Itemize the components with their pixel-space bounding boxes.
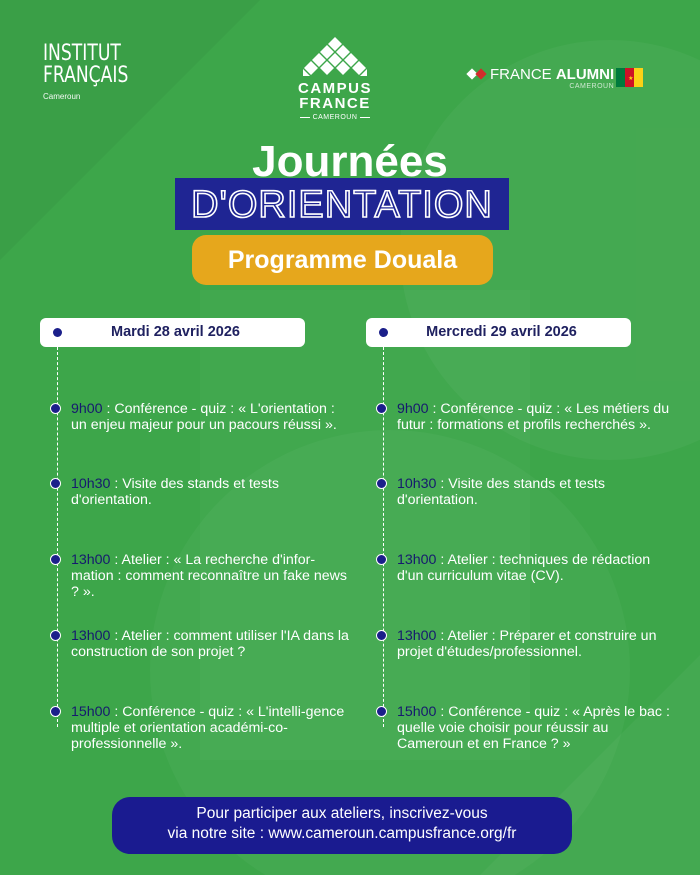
event-time: 10h30 bbox=[71, 476, 111, 492]
event-time: 10h30 bbox=[397, 476, 437, 492]
diamonds-icon bbox=[468, 70, 485, 78]
logo-sub-text: CAMEROUN bbox=[312, 114, 358, 121]
day-column-wednesday bbox=[366, 318, 670, 752]
event-text: : Conférence - quiz : « L'intelli-gence multiple et orientation académi-co-professionnelle ». bbox=[71, 704, 345, 752]
alumni-name bbox=[490, 67, 614, 82]
program-badge: Programme Douala bbox=[192, 235, 493, 285]
event-text: : Visite des stands et tests d'orientation. bbox=[71, 476, 279, 508]
event-text: : Conférence - quiz : « Les métiers du futur : formations et profils recherchés ». bbox=[397, 401, 670, 433]
dot-icon bbox=[53, 328, 62, 337]
event-item bbox=[71, 552, 351, 600]
event-item bbox=[71, 628, 351, 660]
event-time: 13h00 bbox=[71, 552, 111, 568]
logo-sub: Cameroun bbox=[43, 92, 81, 101]
divider bbox=[360, 117, 370, 118]
event-text: : Atelier : techniques de rédaction d'un curriculum vitae (CV). bbox=[397, 552, 651, 584]
alumni-name-bold: ALUMNI bbox=[555, 66, 615, 83]
diamond-pyramid-icon bbox=[300, 37, 370, 81]
event-text: : Atelier : comment utiliser l'IA dans la construction de son projet ? bbox=[71, 628, 349, 660]
event-item bbox=[397, 704, 677, 752]
logo-sub: CAMEROUN bbox=[569, 83, 615, 90]
event-time: 13h00 bbox=[71, 628, 111, 644]
banner-text: D'ORIENTATION bbox=[191, 184, 493, 226]
campus-france-logo bbox=[295, 37, 375, 121]
france-alumni-logo bbox=[468, 67, 643, 90]
event-item bbox=[397, 628, 677, 660]
event-item bbox=[71, 401, 351, 433]
event-text: : Conférence - quiz : « Après le bac : quelle voie choisir pour réussir au Cameroun et en France ? » bbox=[397, 704, 670, 752]
background-shape bbox=[200, 290, 530, 760]
bullet-icon bbox=[50, 478, 61, 489]
bullet-icon bbox=[50, 706, 61, 717]
bullet-icon bbox=[376, 403, 387, 414]
event-text: : Conférence - quiz : « L'orientation : un enjeu majeur pour un pacours réussi ». bbox=[71, 401, 337, 433]
day-column-tuesday bbox=[40, 318, 349, 752]
event-time: 15h00 bbox=[71, 704, 111, 720]
bullet-icon bbox=[376, 478, 387, 489]
event-time: 9h00 bbox=[71, 401, 103, 417]
event-item bbox=[71, 476, 351, 508]
event-time: 15h00 bbox=[397, 704, 437, 720]
bullet-icon bbox=[50, 554, 61, 565]
footer-link[interactable]: via notre site : www.cameroun.campusfrance.org/fr bbox=[167, 825, 517, 842]
footer-line: Pour participer aux ateliers, inscrivez-vous bbox=[196, 805, 488, 822]
event-item bbox=[71, 704, 351, 752]
event-text: : Atelier : « La recherche d'infor-mation : comment reconnaître un fake news ? ». bbox=[71, 552, 348, 600]
day-header bbox=[40, 318, 305, 347]
logo-line: FRANÇAIS bbox=[43, 63, 129, 88]
institut-francais-logo bbox=[43, 43, 152, 101]
cameroon-flag-icon: ★ bbox=[616, 68, 643, 87]
logo-line: INSTITUT bbox=[43, 41, 121, 66]
bullet-icon bbox=[376, 554, 387, 565]
event-time: 13h00 bbox=[397, 552, 437, 568]
divider bbox=[300, 117, 310, 118]
bullet-icon bbox=[376, 706, 387, 717]
dot-icon bbox=[379, 328, 388, 337]
event-item bbox=[397, 552, 677, 584]
day-label: Mardi 28 avril 2026 bbox=[111, 324, 240, 340]
bullet-icon bbox=[50, 630, 61, 641]
event-time: 13h00 bbox=[397, 628, 437, 644]
logo-sub bbox=[295, 114, 375, 121]
bullet-icon bbox=[376, 630, 387, 641]
day-label: Mercredi 29 avril 2026 bbox=[426, 324, 577, 340]
logo-line: CAMPUS bbox=[297, 80, 372, 97]
alumni-name-light: FRANCE bbox=[490, 66, 556, 83]
day-header bbox=[366, 318, 631, 347]
event-item bbox=[397, 476, 677, 508]
event-text: : Visite des stands et tests d'orientation. bbox=[397, 476, 605, 508]
event-item bbox=[397, 401, 677, 433]
event-text: : Atelier : Préparer et construire un projet d'études/professionnel. bbox=[397, 628, 657, 660]
bullet-icon bbox=[50, 403, 61, 414]
logo-line: FRANCE bbox=[299, 95, 371, 112]
event-time: 9h00 bbox=[397, 401, 429, 417]
page-title: Journées bbox=[252, 137, 448, 186]
registration-banner bbox=[112, 797, 572, 854]
